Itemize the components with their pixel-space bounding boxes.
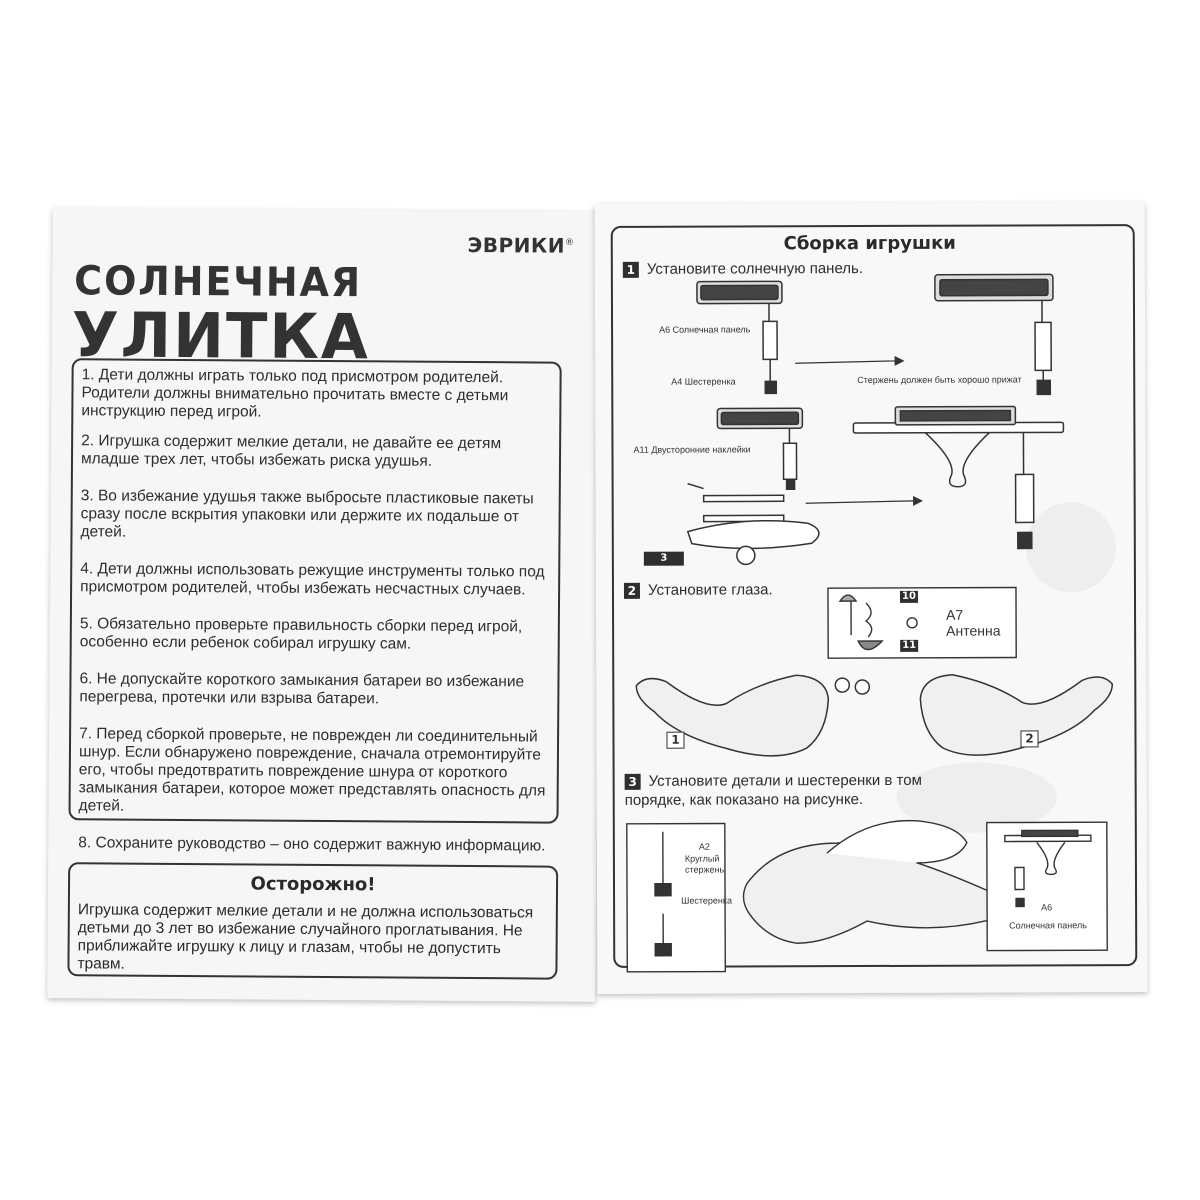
rule-7: 7. Перед сборкой проверьте, не поврежден ли соединительный шнур. Если обнаружено повреждение, сначала отремонтируйте его, чтобы предотвратить повреждение шнура от короткого замыкания батареи, которое может представлять опасность для детей. <box>78 725 546 815</box>
rule-1: 1. Дети должны играть только под присмотром родителей. Родители должны внимательно прочитать вместе с детьми инструкцию перед игрой. <box>81 366 509 421</box>
label-gear: Шестеренка <box>681 895 732 906</box>
box-3: 3 <box>644 552 684 566</box>
rule-4: 4. Дети должны использовать режущие инструменты только под присмотром родителей, чтобы избежать несчастных случаев. <box>80 560 545 599</box>
snail-halves-diagram <box>636 674 1112 756</box>
label-a6-name: Солнечная панель <box>1009 920 1087 931</box>
label-rod-note: Стержень должен быть хорошо прижат <box>857 374 1022 386</box>
label-a6-code: А6 <box>1041 902 1053 913</box>
arrow <box>806 497 922 505</box>
warning-text: Игрушка содержит мелкие детали и не должна использоваться детьми до 3 лет во избежание случайного проглатывания. Не приближайте игрушку к лицу и глазам, чтобы не допустить травм. <box>77 901 534 973</box>
step-2-number: 2 <box>624 583 640 599</box>
right-page <box>595 202 1148 994</box>
assembly-diagrams <box>595 202 1148 994</box>
arrow <box>795 357 903 365</box>
label-a7-name: Антенна <box>946 622 1001 639</box>
warning-box <box>67 862 558 979</box>
label-a4: А4 Шестеренка <box>671 376 736 387</box>
label-a7-code: А7 <box>946 606 964 623</box>
solar-panel-installed-diagram <box>853 406 1063 549</box>
step-2-text: Установите глаза. <box>647 581 773 599</box>
label-a2-name: Круглый стержень <box>684 853 725 875</box>
brand-logo <box>468 233 575 258</box>
step-1-number: 1 <box>623 262 639 278</box>
rule-2: 2. Игрушка содержит мелкие детали, не давайте ее детям младше трех лет, чтобы избежать риска удушья. <box>80 432 502 470</box>
half-2-box: 2 <box>1020 730 1038 747</box>
label-a2-code: А2 <box>698 841 710 852</box>
rules-box <box>68 358 561 855</box>
left-page <box>47 208 601 1002</box>
rule-8: 8. Сохраните руководство – оно содержит важную информацию. <box>78 834 546 855</box>
label-a11: А11 Двусторонние наклейки <box>633 444 751 455</box>
brand-name: ЭВРИКИ <box>467 232 566 258</box>
brand-mark: ® <box>564 238 575 249</box>
rule-3: 3. Во избежание удушья также выбросьте пластиковые пакеты сразу после вскрытия упаковки или держите их подальше от детей. <box>80 487 534 541</box>
rule-6: 6. Не допускайте короткого замыкания батареи во избежание перегрева, протечки или взрыва батареи. <box>79 670 525 708</box>
title-line-1: СОЛНЕЧНАЯ <box>74 258 363 307</box>
double-sided-sticker-diagram <box>687 408 819 564</box>
box-11: 11 <box>900 640 918 652</box>
step-1-text: Установите солнечную панель. <box>646 260 864 278</box>
warning-title: Осторожно! <box>250 873 376 896</box>
step-3-number: 3 <box>625 774 641 790</box>
half-1-box: 1 <box>666 732 684 749</box>
label-a6: А6 Солнечная панель <box>659 324 751 335</box>
assembly-title: Сборка игрушки <box>783 232 956 255</box>
rule-5: 5. Обязательно проверьте правильность сборки перед игрой, особенно если ребенок собирал игрушку сам. <box>79 615 523 653</box>
box-10: 10 <box>900 591 918 603</box>
step-3-text: Установите детали и шестеренки в том порядке, как показано на рисунке. <box>624 771 922 809</box>
title-line-2: УЛИТКА <box>71 298 371 374</box>
